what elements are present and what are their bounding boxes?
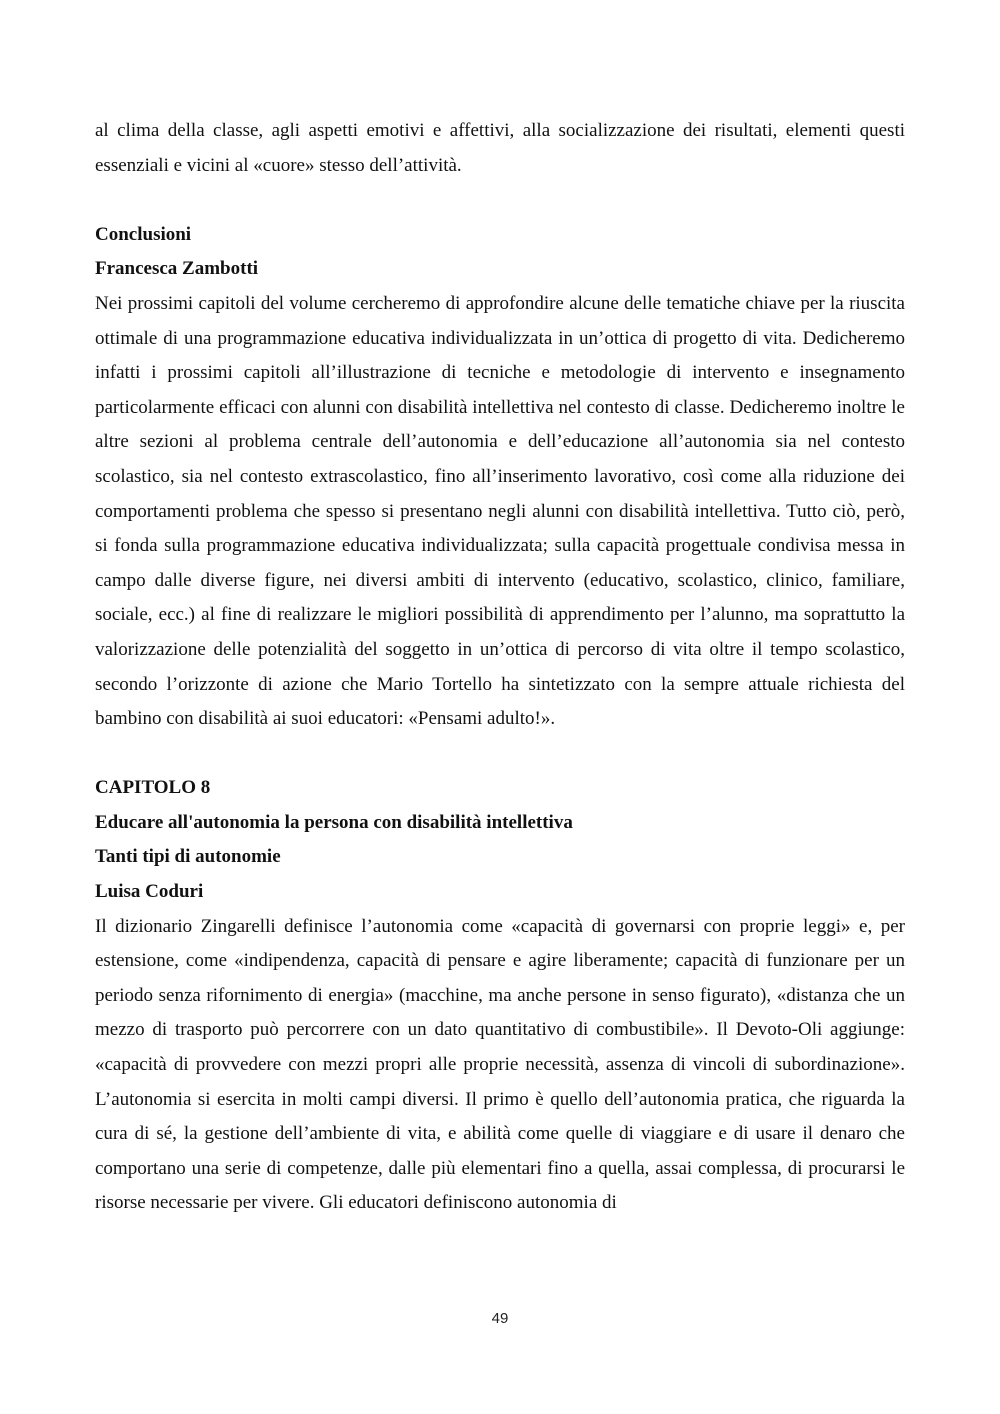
chapter-title: Educare all'autonomia la persona con disabilità intellettiva: [95, 811, 573, 833]
conclusions-paragraph: Nei prossimi capitoli del volume cercheremo di approfondire alcune delle tematiche chiave per la riuscita ottimale di una programmazione educativa individualizzata in un’ottica di progetto di vita. Dedicheremo infatti i prossimi capitoli all’illustrazione di tecniche e metodologie di intervento e insegnamento particolarmente efficaci con alunni con disabilità intellettiva nel contesto di classe. Dedicheremo inoltre le altre sezioni al problema centrale dell’autonomia e dell’educazione all’autonomia sia nel contesto scolastico, sia nel contesto extrascolastico, fino all’inserimento lavorativo, così come alla riduzione dei comportamenti problema che spesso si presentano negli alunni con disabilità intellettiva. Tutto ciò, però, si fonda sulla programmazione educativa individualizzata; sulla capacità progettuale condivisa messa in campo dalle diverse figure, nei diversi ambiti di intervento (educativo, scolastico, clinico, familiare, sociale, ecc.) al fine di realizzare le migliori possibilità di apprendimento per l’alunno, ma soprattutto la valorizzazione delle potenzialità del soggetto in un’ottica di percorso di vita oltre il tempo scolastico, secondo l’orizzonte di azione che Mario Tortello ha sintetizzato con la sempre attuale richiesta del bambino con disabilità ai suoi educatori: «Pensami adulto!».: [95, 292, 905, 730]
conclusions-author: Francesca Zambotti: [95, 258, 259, 280]
chapter-author: Luisa Coduri: [95, 881, 204, 903]
page-content: [95, 114, 905, 1221]
spacer: [95, 737, 905, 772]
chapter-paragraph: Il dizionario Zingarelli definisce l’autonomia come «capacità di governarsi con proprie leggi» e, per estensione, come «indipendenza, capacità di pensare e agire liberamente; capacità di funzionare per un periodo senza rifornimento di energia» (macchine, ma anche persone in senso figurato), «distanza che un mezzo di trasporto può percorrere con un dato quantitativo di combustibile». Il Devoto-Oli aggiunge: «capacità di provvedere con mezzi propri alle proprie necessità, assenza di vincoli di subordinazione». L’autonomia si esercita in molti campi diversi. Il primo è quello dell’autonomia pratica, che riguarda la cura di sé, la gestione dell’ambiente di vita, e abilità come quelle di viaggiare e di usare il denaro che comportano una serie di competenze, dalle più elementari fino a quella, assai complessa, di procurarsi le risorse necessarie per vivere. Gli educatori definiscono autonomia di: [95, 915, 905, 1214]
section-title: Tanti tipi di autonomie: [95, 846, 281, 868]
conclusions-heading: Conclusioni: [95, 223, 192, 245]
chapter-label: CAPITOLO 8: [95, 777, 211, 799]
intro-paragraph: al clima della classe, agli aspetti emotivi e affettivi, alla socializzazione dei risultati, elementi questi essenziali e vicini al «cuore» stesso dell’attività.: [95, 120, 905, 176]
spacer: [95, 183, 905, 218]
page-number: 49: [491, 1310, 509, 1327]
